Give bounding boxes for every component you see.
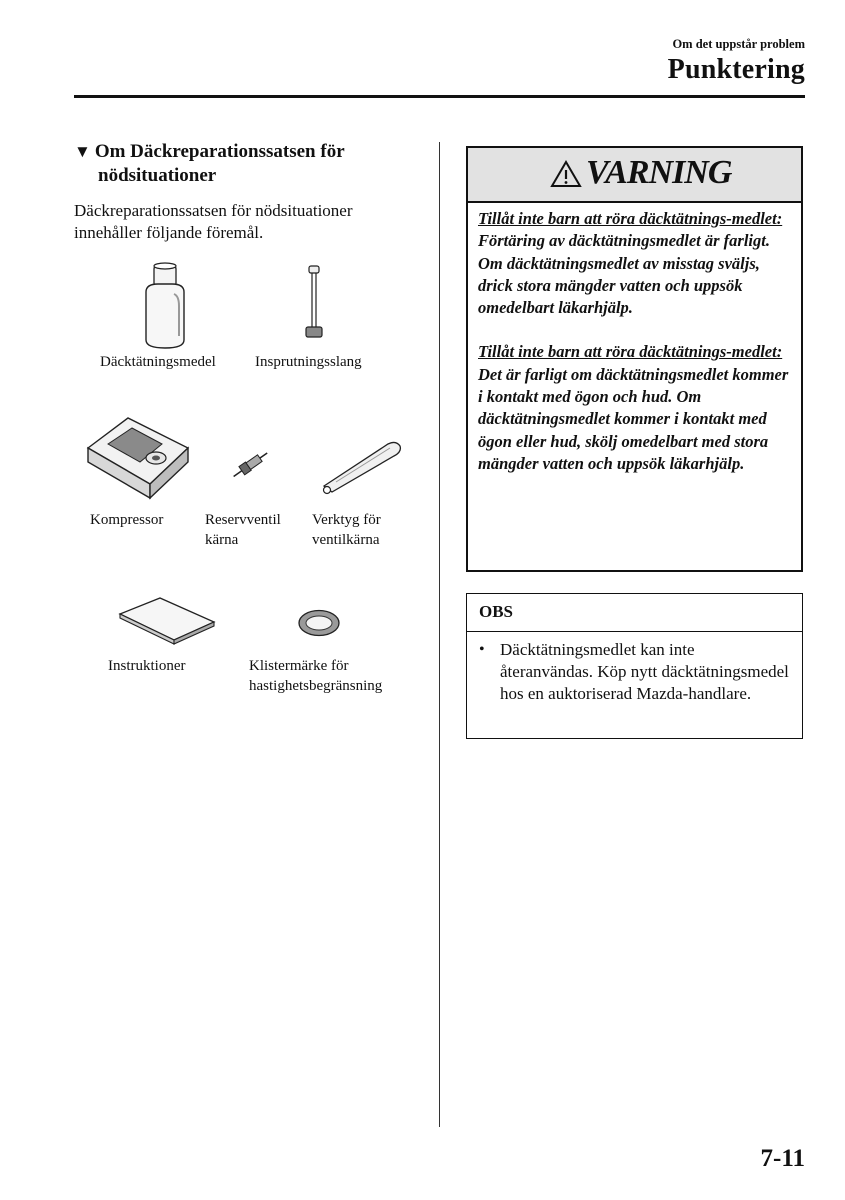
page-title: Punktering bbox=[667, 54, 805, 85]
compressor-icon bbox=[84, 410, 194, 505]
chapter-title: Om det uppstår problem bbox=[672, 37, 805, 51]
warning-body bbox=[478, 208, 796, 497]
section-heading-line2: nödsituationer bbox=[98, 165, 217, 186]
valve-core-tool-icon bbox=[318, 438, 406, 498]
item-label-valve-core-line2: kärna bbox=[205, 532, 239, 548]
item-label-compressor: Kompressor bbox=[90, 512, 164, 528]
item-label-hose: Insprutningsslang bbox=[255, 354, 362, 370]
warning-block-1-text: Förtäring av däcktätningsmedlet är farligt. Om däcktätningsmedlet av misstag sväljs, drick stora mängder vatten och uppsök omedelbart läkarhjälp. bbox=[478, 231, 770, 318]
item-label-valve-tool bbox=[312, 510, 381, 550]
injection-hose-icon bbox=[300, 265, 330, 345]
page-number: 7-11 bbox=[760, 1145, 805, 1172]
column-divider bbox=[439, 142, 440, 1127]
warning-triangle-icon bbox=[550, 160, 582, 188]
warning-block-2-heading: Tillåt inte barn att röra däcktätnings-medlet: bbox=[478, 342, 783, 362]
bullet-icon: • bbox=[479, 641, 485, 658]
item-label-valve-core bbox=[205, 510, 281, 550]
warning-title: VARNING bbox=[586, 154, 732, 191]
warning-box bbox=[466, 146, 803, 572]
speed-limit-sticker-icon bbox=[297, 608, 341, 638]
warning-header bbox=[468, 148, 801, 203]
note-header bbox=[467, 594, 802, 632]
sealant-bottle-icon bbox=[134, 262, 194, 352]
intro-text: Däckreparationssatsen för nödsituationer innehåller följande föremål. bbox=[74, 201, 353, 242]
item-label-valve-tool-line1: Verktyg för bbox=[312, 512, 381, 528]
instructions-booklet-icon bbox=[118, 596, 218, 646]
section-heading-line1: Om Däckreparationssatsen för bbox=[94, 141, 345, 162]
item-label-valve-tool-line2: ventilkärna bbox=[312, 532, 380, 548]
warning-block-1-heading: Tillåt inte barn att röra däcktätnings-medlet: bbox=[478, 209, 783, 228]
warning-block-2-text: Det är farligt om däcktätningsmedlet kommer i kontakt med ögon och hud. Om däcktätningsmedlet kommer i kontakt med ögon eller hud, skölj omedelbart med stora mängder vatten och uppsök läkarhjälp. bbox=[478, 364, 789, 473]
valve-core-icon bbox=[228, 448, 273, 483]
section-heading bbox=[74, 140, 424, 188]
note-title: OBS bbox=[479, 602, 514, 621]
header-rule bbox=[74, 95, 805, 98]
triangle-marker-icon: ▼ bbox=[74, 142, 91, 161]
warning-block-1 bbox=[478, 208, 796, 319]
item-label-sticker-line1: Klistermärke för bbox=[249, 658, 349, 674]
item-label-sealant: Däcktätningsmedel bbox=[100, 354, 216, 370]
item-label-valve-core-line1: Reservventil bbox=[205, 512, 281, 528]
item-label-sticker bbox=[249, 656, 382, 696]
item-label-sticker-line2: hastighetsbegränsning bbox=[249, 678, 383, 694]
item-label-instructions: Instruktioner bbox=[108, 658, 186, 674]
note-box bbox=[466, 593, 803, 739]
warning-block-2 bbox=[478, 341, 796, 475]
note-text: Däcktätningsmedlet kan inte återanvändas. Köp nytt däcktätningsmedel hos en auktoriserad Mazda-handlare. bbox=[500, 640, 789, 703]
